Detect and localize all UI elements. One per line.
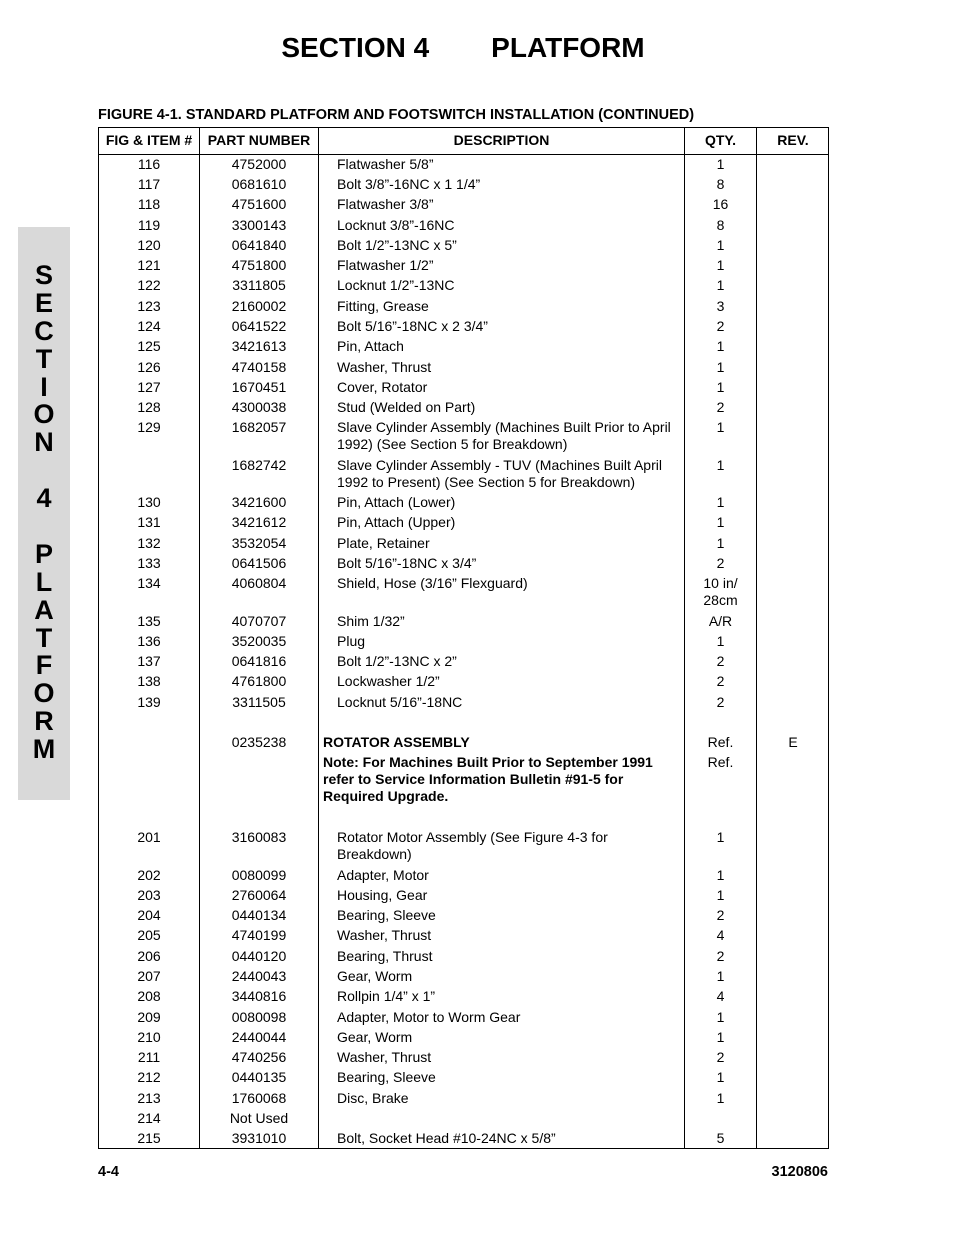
item-number-cell: 136 bbox=[137, 633, 161, 649]
item-number-cell: 138 bbox=[137, 673, 161, 689]
item-number-cell: 125 bbox=[137, 338, 161, 354]
part-number-cell: 3931010 bbox=[231, 1130, 287, 1146]
item-number-cell: 137 bbox=[137, 653, 161, 669]
description-cell: Bearing, Sleeve bbox=[337, 1069, 436, 1085]
quantity-cell: Ref. bbox=[707, 734, 734, 750]
side-tab-letter: L bbox=[35, 566, 53, 597]
description-line: refer to Service Information Bulletin #91-5 for bbox=[323, 771, 624, 787]
part-number-cell: 0440135 bbox=[231, 1069, 287, 1085]
description-cell: Fitting, Grease bbox=[337, 298, 429, 314]
description-cell: ROTATOR ASSEMBLY bbox=[323, 734, 470, 750]
part-number-cell: 4751800 bbox=[231, 257, 287, 273]
item-number-cell: 120 bbox=[137, 237, 161, 253]
quantity-cell: 4 bbox=[716, 988, 725, 1004]
description-cell: Flatwasher 1/2” bbox=[337, 257, 434, 273]
quantity-cell: 1 bbox=[716, 829, 725, 845]
description-cell: Flatwasher 5/8” bbox=[337, 156, 434, 172]
description-cell: Pin, Attach bbox=[337, 338, 404, 354]
item-number-cell: 210 bbox=[137, 1029, 161, 1045]
part-number-cell: 3421612 bbox=[231, 514, 287, 530]
quantity-cell: 1 bbox=[716, 1090, 725, 1106]
description-cell: Shim 1/32” bbox=[337, 613, 405, 629]
revision-cell: E bbox=[788, 734, 798, 750]
part-number-cell: 0641506 bbox=[231, 555, 287, 571]
description-cell: Bolt 1/2”-13NC x 2” bbox=[337, 653, 457, 669]
side-tab-letter: 4 bbox=[36, 483, 52, 514]
part-number-cell: 4761800 bbox=[231, 673, 287, 689]
quantity-cell: 2 bbox=[716, 948, 725, 964]
side-tab-letter: S bbox=[34, 260, 53, 290]
description-cell: Pin, Attach (Upper) bbox=[337, 514, 456, 530]
item-number-cell: 117 bbox=[137, 176, 161, 192]
item-number-cell: 116 bbox=[137, 156, 161, 172]
section-side-tab bbox=[18, 227, 70, 800]
description-cell: Bolt 5/16”-18NC x 2 3/4” bbox=[337, 318, 488, 334]
item-number-cell: 209 bbox=[137, 1009, 161, 1025]
side-tab-letter: O bbox=[33, 399, 55, 430]
description-cell: Locknut 1/2”-13NC bbox=[337, 277, 455, 293]
side-tab-letter: T bbox=[35, 622, 53, 653]
part-number-cell: 0235238 bbox=[231, 734, 287, 750]
description-cell: Flatwasher 3/8” bbox=[337, 196, 434, 212]
side-tab-letter: C bbox=[34, 315, 54, 346]
description-cell: Lockwasher 1/2” bbox=[337, 673, 440, 689]
item-number-cell: 130 bbox=[137, 494, 161, 510]
part-number-cell: 4060804 bbox=[231, 575, 287, 591]
item-number-cell: 215 bbox=[137, 1130, 161, 1146]
side-tab-letter: O bbox=[33, 678, 55, 709]
description-cell: Gear, Worm bbox=[337, 1029, 413, 1045]
item-number-cell: 205 bbox=[137, 927, 161, 943]
quantity-cell: 1 bbox=[716, 237, 725, 253]
description-cell bbox=[337, 457, 682, 491]
part-number-cell: 4740256 bbox=[231, 1049, 287, 1065]
quantity-cell: 8 bbox=[716, 217, 725, 233]
quantity-cell: 1 bbox=[716, 633, 725, 649]
quantity-cell: 1 bbox=[716, 1029, 725, 1045]
description-line: Rotator Motor Assembly (See Figure 4-3 for bbox=[337, 829, 608, 845]
description-cell: Adapter, Motor to Worm Gear bbox=[337, 1009, 521, 1025]
quantity-cell: 1 bbox=[716, 338, 725, 354]
description-cell: Stud (Welded on Part) bbox=[337, 399, 476, 415]
side-tab-letter: R bbox=[34, 706, 54, 737]
quantity-cell: 1 bbox=[716, 535, 725, 551]
quantity-line: 10 in/ bbox=[703, 575, 738, 591]
part-number-cell: 1682057 bbox=[231, 419, 287, 435]
description-cell: Adapter, Motor bbox=[337, 867, 429, 883]
part-number-cell: 4751600 bbox=[231, 196, 287, 212]
description-line: 1992 to Present) (See Section 5 for Breakdown) bbox=[337, 474, 636, 490]
part-number-cell: Not Used bbox=[229, 1110, 289, 1126]
part-number-cell: 3520035 bbox=[231, 633, 287, 649]
part-number-cell: 1670451 bbox=[231, 379, 287, 395]
quantity-cell: 1 bbox=[716, 1069, 725, 1085]
description-line: Required Upgrade. bbox=[323, 788, 449, 804]
description-cell: Bolt, Socket Head #10-24NC x 5/8” bbox=[337, 1130, 556, 1146]
quantity-cell: 1 bbox=[716, 514, 725, 530]
part-number-cell: 4752000 bbox=[231, 156, 287, 172]
item-number-cell: 133 bbox=[137, 555, 161, 571]
item-number-cell: 123 bbox=[137, 298, 161, 314]
item-number-cell: 132 bbox=[137, 535, 161, 551]
part-number-cell: 4740158 bbox=[231, 359, 287, 375]
quantity-cell: 1 bbox=[716, 867, 725, 883]
part-number-cell: 1760068 bbox=[231, 1090, 287, 1106]
part-number-cell: 2440044 bbox=[231, 1029, 287, 1045]
part-number-cell: 3421600 bbox=[231, 494, 287, 510]
item-number-cell: 118 bbox=[137, 196, 161, 212]
quantity-cell: 1 bbox=[716, 968, 725, 984]
description-cell: Bolt 1/2”-13NC x 5” bbox=[337, 237, 457, 253]
quantity-cell: 1 bbox=[716, 257, 725, 273]
item-number-cell: 208 bbox=[137, 988, 161, 1004]
description-cell: Bearing, Sleeve bbox=[337, 907, 436, 923]
quantity-cell: 1 bbox=[716, 494, 725, 510]
description-cell: Washer, Thrust bbox=[337, 359, 432, 375]
side-tab-letter: E bbox=[34, 287, 53, 318]
part-number-cell: 4300038 bbox=[231, 399, 287, 415]
description-cell: Pin, Attach (Lower) bbox=[337, 494, 456, 510]
item-number-cell: 201 bbox=[137, 829, 161, 845]
part-number-cell: 4740199 bbox=[231, 927, 287, 943]
side-tab-letter: P bbox=[34, 538, 53, 569]
side-tab-letter: F bbox=[35, 650, 53, 681]
side-tab-letter: A bbox=[34, 594, 54, 625]
quantity-cell: 1 bbox=[716, 1009, 725, 1025]
description-line: Slave Cylinder Assembly - TUV (Machines Built April bbox=[337, 457, 662, 473]
description-cell: Housing, Gear bbox=[337, 887, 428, 903]
description-cell bbox=[337, 829, 682, 863]
quantity-cell: 4 bbox=[716, 927, 725, 943]
item-number-cell: 139 bbox=[137, 694, 161, 710]
part-number-cell: 3311505 bbox=[232, 694, 286, 710]
description-cell: Plug bbox=[337, 633, 366, 649]
quantity-cell: A/R bbox=[708, 613, 733, 629]
document-number: 3120806 bbox=[771, 1164, 828, 1180]
item-number-cell: 202 bbox=[137, 867, 161, 883]
part-number-cell: 1682742 bbox=[231, 457, 287, 473]
item-number-cell: 211 bbox=[137, 1049, 161, 1065]
side-tab-letter: N bbox=[34, 427, 54, 458]
item-number-cell: 212 bbox=[137, 1069, 161, 1085]
description-cell bbox=[323, 754, 673, 805]
item-number-cell: 126 bbox=[137, 359, 161, 375]
part-number-cell: 0681610 bbox=[231, 176, 287, 192]
part-number-cell: 2760064 bbox=[231, 887, 287, 903]
quantity-cell: 1 bbox=[716, 419, 725, 435]
part-number-cell: 0641816 bbox=[231, 653, 287, 669]
quantity-cell: 1 bbox=[716, 277, 725, 293]
item-number-cell: 124 bbox=[137, 318, 161, 334]
item-number-cell: 203 bbox=[137, 887, 161, 903]
quantity-cell: 5 bbox=[716, 1130, 725, 1146]
part-number-cell: 3440816 bbox=[231, 988, 287, 1004]
description-cell: Rollpin 1/4” x 1” bbox=[337, 988, 436, 1004]
description-cell: Washer, Thrust bbox=[337, 1049, 432, 1065]
description-cell: Shield, Hose (3/16” Flexguard) bbox=[337, 575, 528, 591]
description-line: Note: For Machines Built Prior to September 1991 bbox=[323, 754, 653, 770]
item-number-cell: 119 bbox=[137, 217, 161, 233]
part-number-cell: 2440043 bbox=[231, 968, 287, 984]
description-cell: Cover, Rotator bbox=[337, 379, 428, 395]
part-number-cell: 4070707 bbox=[231, 613, 287, 629]
description-cell: Bolt 5/16”-18NC x 3/4” bbox=[337, 555, 477, 571]
header-description: DESCRIPTION bbox=[453, 132, 550, 148]
item-number-cell: 131 bbox=[137, 514, 161, 530]
part-number-cell: 3421613 bbox=[231, 338, 287, 354]
description-cell: Locknut 5/16”-18NC bbox=[337, 694, 463, 710]
quantity-cell: 2 bbox=[716, 555, 725, 571]
side-tab-letter: M bbox=[32, 734, 56, 765]
quantity-cell: 1 bbox=[716, 156, 725, 172]
description-line: Slave Cylinder Assembly (Machines Built Prior to April bbox=[337, 419, 671, 435]
description-cell: Washer, Thrust bbox=[337, 927, 432, 943]
item-number-cell: 134 bbox=[137, 575, 161, 591]
quantity-cell: 2 bbox=[716, 907, 725, 923]
item-number-cell: 206 bbox=[137, 948, 161, 964]
part-number-cell: 0641522 bbox=[231, 318, 287, 334]
part-number-cell: 0641840 bbox=[231, 237, 287, 253]
description-cell: Locknut 3/8”-16NC bbox=[337, 217, 455, 233]
part-number-cell: 2160002 bbox=[231, 298, 287, 314]
item-number-cell: 213 bbox=[137, 1090, 161, 1106]
item-number-cell: 121 bbox=[137, 257, 161, 273]
part-number-cell: 3532054 bbox=[231, 535, 287, 551]
part-number-cell: 0440120 bbox=[231, 948, 287, 964]
parts-table bbox=[98, 127, 829, 1149]
part-number-cell: 0440134 bbox=[231, 907, 287, 923]
item-number-cell: 204 bbox=[137, 907, 161, 923]
section-name: PLATFORM bbox=[491, 32, 645, 63]
section-label: SECTION 4 bbox=[281, 32, 430, 63]
page-number: 4-4 bbox=[98, 1164, 119, 1180]
figure-caption: FIGURE 4-1. STANDARD PLATFORM AND FOOTSWITCH INSTALLATION (CONTINUED) bbox=[98, 107, 695, 123]
item-number-cell: 127 bbox=[137, 379, 161, 395]
side-tab-letter: I bbox=[40, 371, 48, 402]
description-line: Breakdown) bbox=[337, 846, 412, 862]
quantity-cell bbox=[685, 575, 756, 609]
side-tab-letter: T bbox=[35, 343, 53, 374]
quantity-cell: 2 bbox=[716, 653, 725, 669]
part-number-cell: 0080098 bbox=[231, 1009, 287, 1025]
quantity-cell: 1 bbox=[716, 359, 725, 375]
description-cell bbox=[337, 419, 682, 453]
quantity-cell: 2 bbox=[716, 694, 725, 710]
item-number-cell: 214 bbox=[137, 1110, 161, 1126]
description-cell: Disc, Brake bbox=[337, 1090, 409, 1106]
part-number-cell: 3160083 bbox=[231, 829, 287, 845]
quantity-cell: 2 bbox=[716, 318, 725, 334]
quantity-cell: 3 bbox=[716, 298, 725, 314]
quantity-cell: 2 bbox=[716, 673, 725, 689]
header-part-number: PART NUMBER bbox=[207, 132, 311, 148]
item-number-cell: 122 bbox=[137, 277, 161, 293]
item-number-cell: 135 bbox=[137, 613, 161, 629]
description-line: 1992) (See Section 5 for Breakdown) bbox=[337, 436, 568, 452]
header-rev: REV. bbox=[777, 132, 809, 148]
quantity-cell: 16 bbox=[712, 196, 729, 212]
item-number-cell: 129 bbox=[137, 419, 161, 435]
quantity-cell: 1 bbox=[716, 457, 725, 473]
page-title bbox=[0, 32, 926, 64]
part-number-cell: 0080099 bbox=[231, 867, 287, 883]
quantity-cell: Ref. bbox=[707, 754, 734, 770]
quantity-cell: 1 bbox=[716, 379, 725, 395]
part-number-cell: 3311805 bbox=[232, 277, 286, 293]
description-cell: Bolt 3/8”-16NC x 1 1/4” bbox=[337, 176, 481, 192]
item-number-cell: 207 bbox=[137, 968, 161, 984]
header-item: FIG & ITEM # bbox=[105, 132, 193, 148]
quantity-cell: 2 bbox=[716, 399, 725, 415]
quantity-cell: 1 bbox=[716, 887, 725, 903]
quantity-line: 28cm bbox=[703, 592, 738, 608]
description-cell: Gear, Worm bbox=[337, 968, 413, 984]
description-cell: Plate, Retainer bbox=[337, 535, 430, 551]
item-number-cell: 128 bbox=[137, 399, 161, 415]
header-qty: QTY. bbox=[704, 132, 737, 148]
description-cell: Bearing, Thrust bbox=[337, 948, 433, 964]
quantity-cell: 2 bbox=[716, 1049, 725, 1065]
part-number-cell: 3300143 bbox=[231, 217, 287, 233]
quantity-cell: 8 bbox=[716, 176, 725, 192]
